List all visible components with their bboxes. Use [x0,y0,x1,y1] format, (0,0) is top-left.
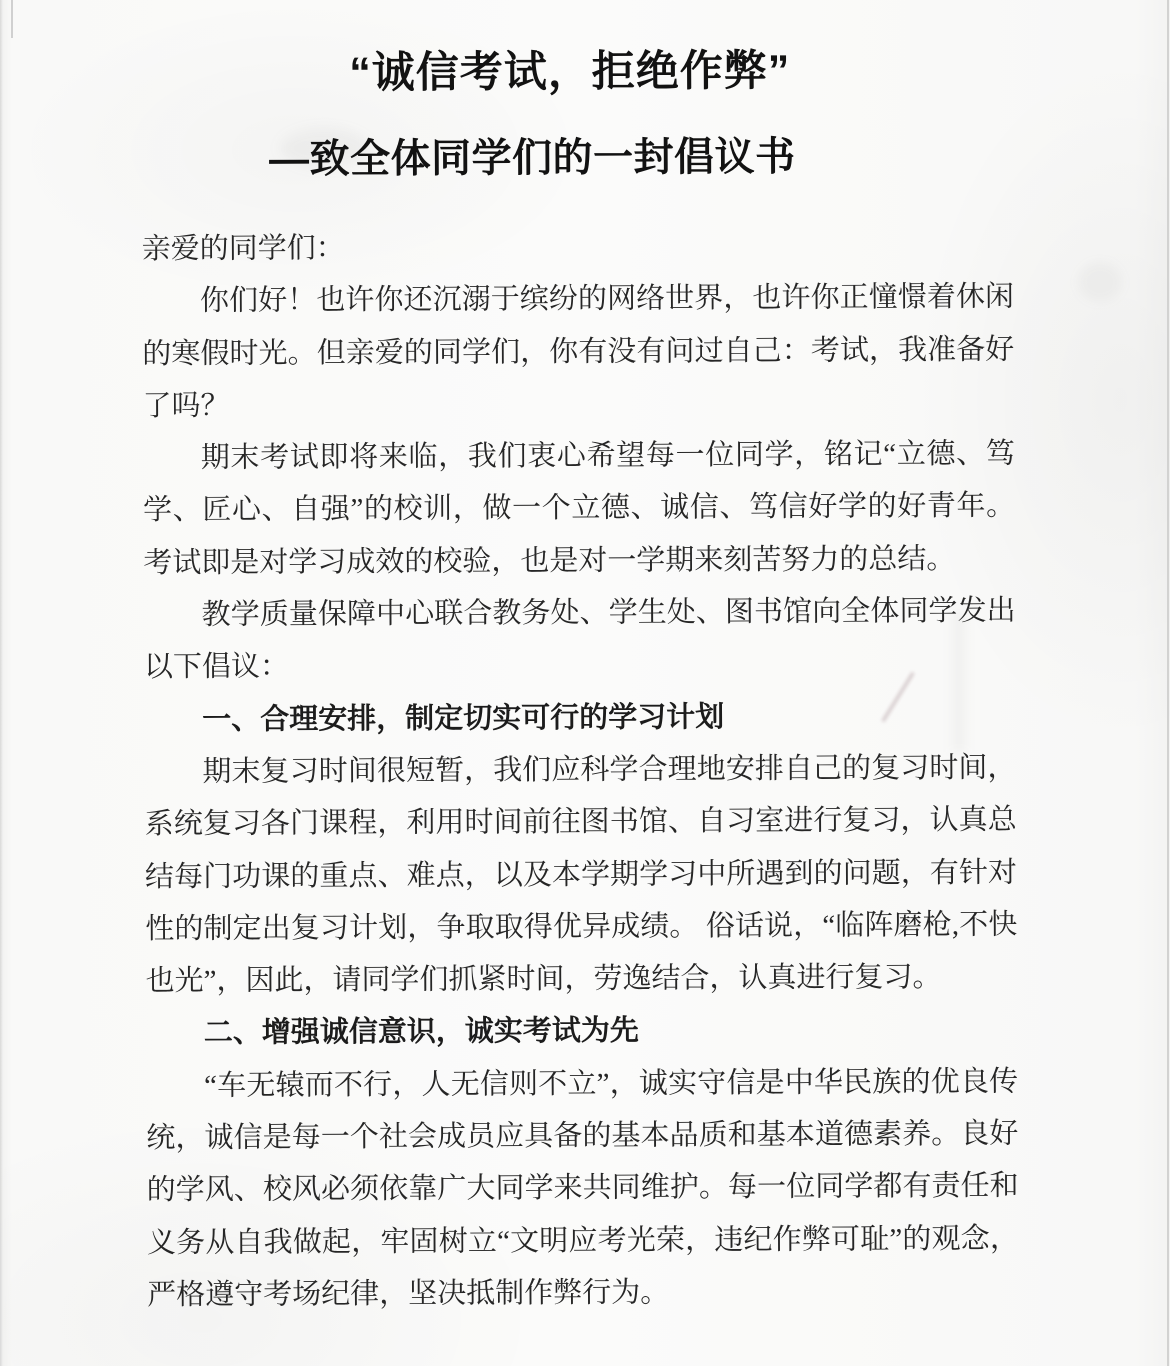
letter-body [142,219,1020,1322]
salutation: 亲爱的同学们： [141,232,345,266]
document-title: “诚信考试，拒绝作弊” [349,46,791,98]
section-heading-2: 二、增强诚信意识，诚实考试为先 [203,1015,639,1050]
section-heading-1: 一、合理安排，制定切实可行的学习计划 [202,700,725,736]
paragraph-integrity: “车无辕而不行，人无信则不立”，诚实守信是中华民族的优良传统，诚信是每一个社会成员应具备的基本品质和基本道德素养。良好的学风、校风必须依靠广大同学来共同维护。每一位同学都有责任和义务从自我做起，牢固树立“文明应考光荣，违纪作弊可耻”的观念，严格遵守考场纪律，坚决抵制作弊行为。 [146,1065,1019,1312]
paragraph-proposal-intro: 教学质量保障中心联合教务处、学生处、图书馆向全体同学发出以下倡议： [143,594,1016,684]
paragraph-study-plan: 期末复习时间很短暂，我们应科学合理地安排自己的复习时间，系统复习各门课程，利用时间前往图书馆、自习室进行复习，认真总结每门功课的重点、难点，以及本学期学习中所遇到的问题，有针对性的制定出复习计划，争取取得优异成绩。 俗话说，“临阵磨枪,不快也光”，因此，请同学们抓紧时间，劳逸结合，认真进行复习。 [144,751,1018,998]
paragraph-greeting: 你们好！也许你还沉溺于缤纷的网络世界，也许你正憧憬着休闲的寒假时光。但亲爱的同学们，你有没有问过自己：考试，我准备好了吗？ [142,281,1015,423]
document-subtitle: —致全体同学们的一封倡议书 [268,134,796,182]
paragraph-exam-coming: 期末考试即将来临，我们衷心希望每一位同学，铭记“立德、笃学、匠心、自强”的校训，做一个立德、诚信、笃信好学的好青年。考试即是对学习成效的校验，也是对一学期来刻苦努力的总结。 [143,437,1016,580]
